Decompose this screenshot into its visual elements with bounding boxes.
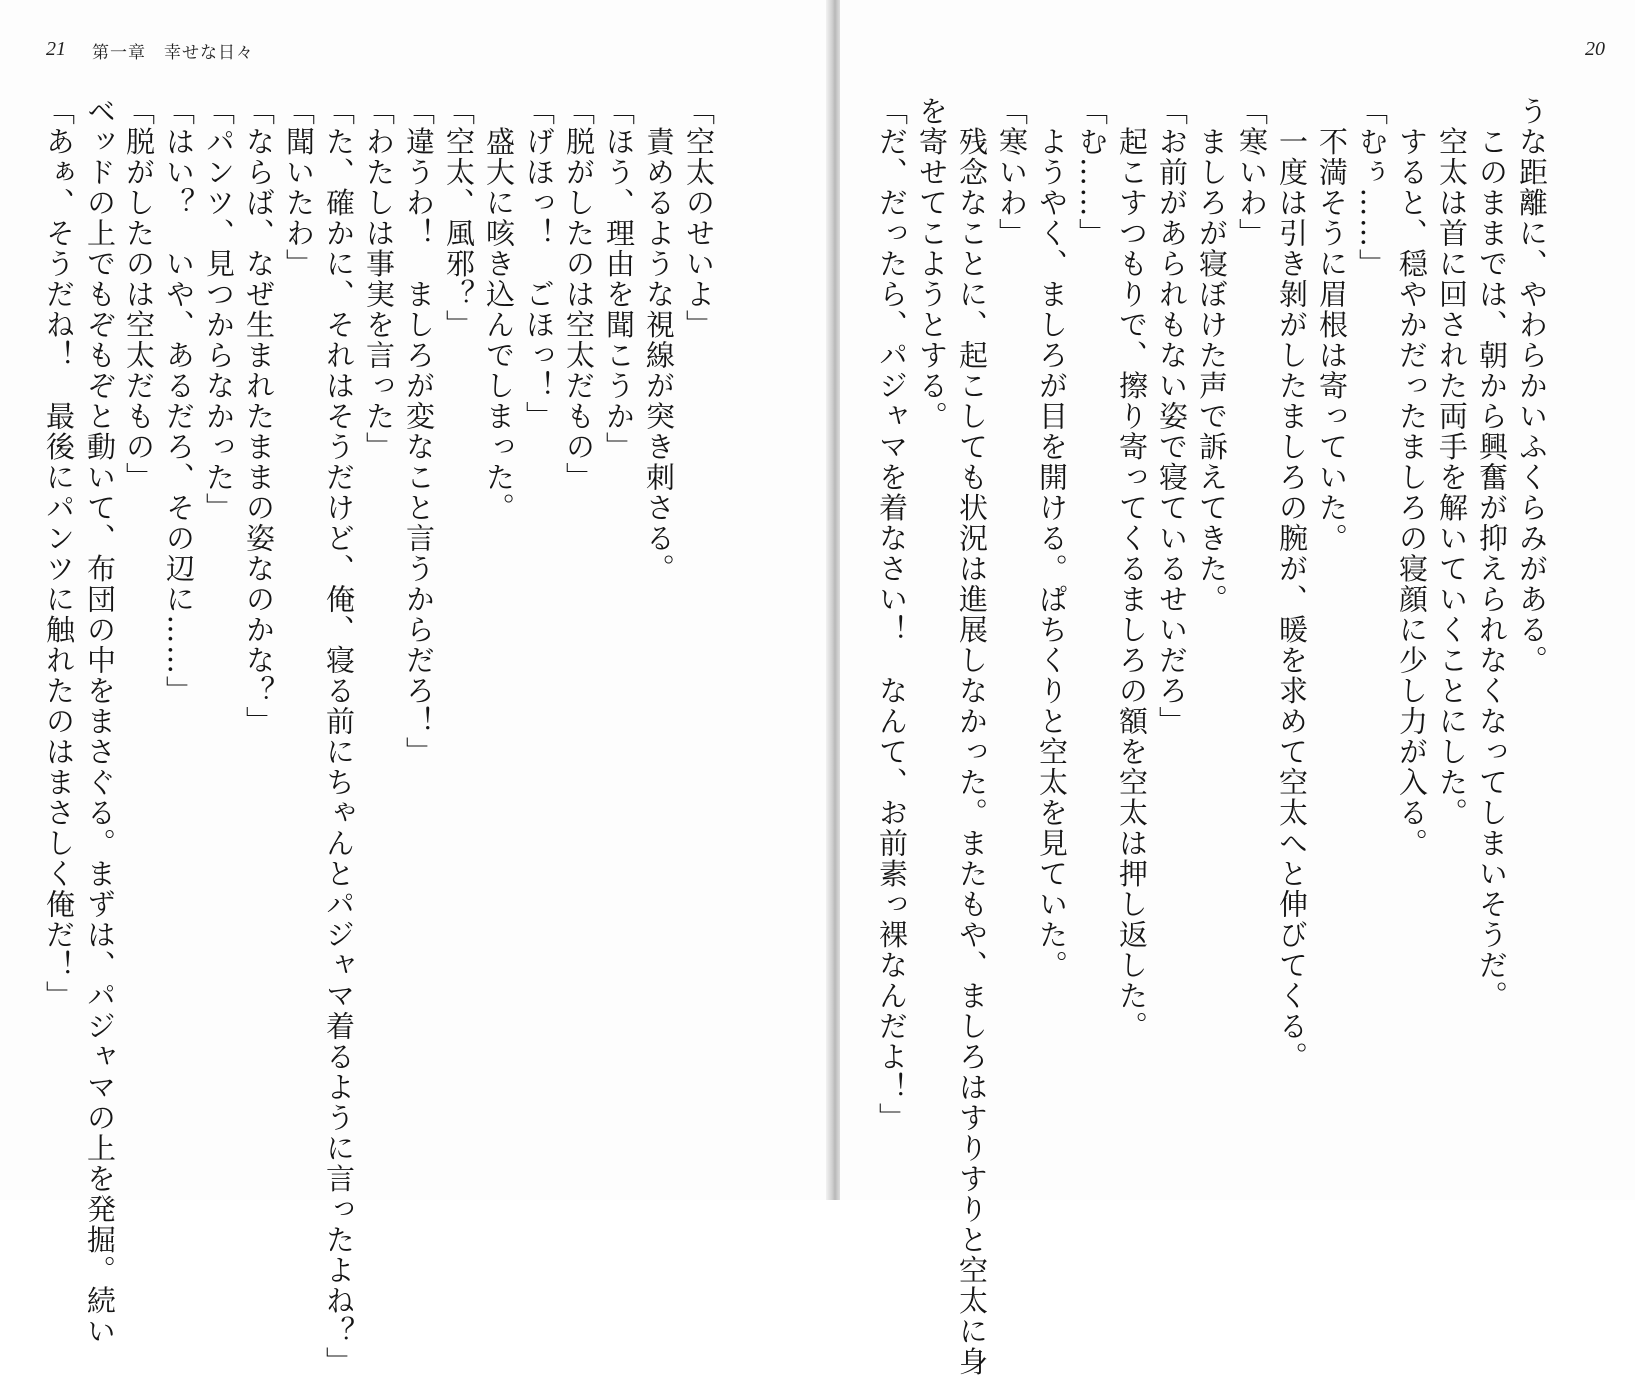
text-line: 「お前があられもない姿で寝ているせいだろ」 <box>1155 96 1189 737</box>
text-line: 残念なことに、起こしても状況は進展しなかった。またもや、ましろはすりすりと空太に身 <box>955 96 989 1377</box>
text-line: うな距離に、やわらかいふくらみがある。 <box>1515 96 1549 676</box>
text-line: ベッドの上でもぞもぞと動いて、布団の中をまさぐる。まずは、パジャマの上を発掘。続い <box>83 96 117 1347</box>
text-line: 一度は引き剝がしたましろの腕が、暖を求めて空太へと伸びてくる。 <box>1275 96 1309 1072</box>
text-line: 「だ、だったら、パジャマを着なさい！ なんて、お前素っ裸なんだよ！」 <box>875 96 909 1133</box>
running-head: 第一章 幸せな日々 <box>92 43 254 63</box>
text-line: 「空太のせいよ」 <box>682 96 716 340</box>
text-line: 「パンツ、見つからなかった」 <box>202 96 236 523</box>
text-line: 盛大に咳き込んでしまった。 <box>482 96 516 523</box>
text-line: 「寒いわ」 <box>995 96 1029 249</box>
text-line: 「わたしは事実を言った」 <box>362 96 396 462</box>
text-line: 「むぅ……」 <box>1355 96 1389 279</box>
text-line: 「ほう、理由を聞こうか」 <box>602 96 636 462</box>
page-number: 20 <box>1585 38 1605 60</box>
text-line: このままでは、朝から興奮が抑えられなくなってしまいそうだ。 <box>1475 96 1509 1011</box>
text-line: ましろが寝ぼけた声で訴えてきた。 <box>1195 96 1229 615</box>
text-line: 「聞いたわ」 <box>282 96 316 279</box>
text-line: 「げほっ！ ごほっ！」 <box>522 96 556 432</box>
text-line: 「はい？ いや、あるだろ、その辺に……」 <box>162 96 196 706</box>
text-line: 空太は首に回された両手を解いていくことにした。 <box>1435 96 1469 828</box>
text-line: 「あぁ、そうだね！ 最後にパンツに触れたのはまさしく俺だ！」 <box>42 96 76 1011</box>
text-line: ようやく、ましろが目を開ける。ぱちくりと空太を見ていた。 <box>1035 96 1069 981</box>
text-line: 「違うわ！ ましろが変なこと言うからだろ！」 <box>402 96 436 767</box>
text-line: 責めるような視線が突き刺さる。 <box>642 96 676 584</box>
text-line: を寄せてこようとする。 <box>915 96 949 432</box>
text-line: 不満そうに眉根は寄っていた。 <box>1315 96 1349 554</box>
text-line: 「た、確かに、それはそうだけど、俺、寝る前にちゃんとパジャマ着るように言ったよね？」 <box>322 96 356 1377</box>
text-line: 起こすつもりで、擦り寄ってくるましろの額を空太は押し返した。 <box>1115 96 1149 1042</box>
text-line: 「ならば、なぜ生まれたままの姿なのかな？」 <box>242 96 276 737</box>
text-line: 「空太、風邪？」 <box>442 96 476 340</box>
right-page <box>840 0 1635 1377</box>
text-line: 「脱がしたのは空太だもの」 <box>122 96 156 493</box>
text-line: すると、穏やかだったましろの寝顔に少し力が入る。 <box>1395 96 1429 859</box>
text-line: 「寒いわ」 <box>1235 96 1269 249</box>
text-line: 「む……」 <box>1075 96 1109 249</box>
text-line: 「脱がしたのは空太だもの」 <box>562 96 596 493</box>
page-number: 21 <box>46 38 66 60</box>
